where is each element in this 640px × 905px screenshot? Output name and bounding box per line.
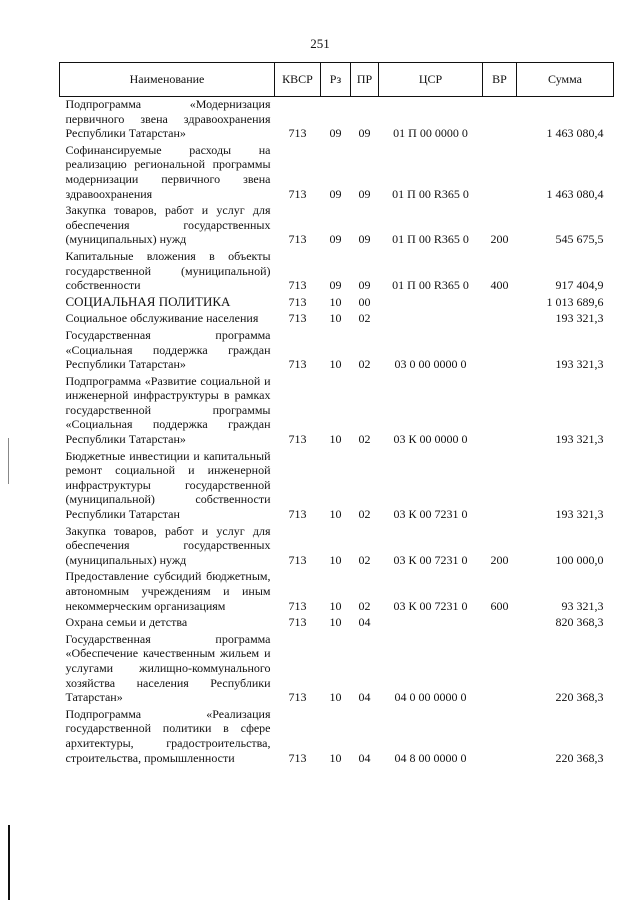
cell-csr xyxy=(379,615,483,632)
cell-kvsr: 713 xyxy=(288,615,307,630)
table-row xyxy=(60,615,614,632)
cell-csr: 01 П 00 R365 0 xyxy=(392,278,469,293)
table-row xyxy=(60,311,614,328)
cell-pr: 09 xyxy=(358,126,371,141)
cell-pr: 09 xyxy=(358,232,371,247)
table-row xyxy=(60,295,614,312)
cell-pr: 00 xyxy=(358,294,371,309)
cell-name: Охрана семьи и детства xyxy=(65,615,188,630)
cell-pr: 09 xyxy=(358,186,371,201)
cell-kvsr: 713 xyxy=(288,690,307,705)
cell-pr: 04 xyxy=(358,690,371,705)
cell-rz: 09 xyxy=(329,186,342,201)
cell-name: Софинансируемые расходы на реализацию региональной программы модернизации первичного звена здравоохранения xyxy=(65,142,271,201)
cell-rz: 10 xyxy=(329,615,342,630)
cell-sum: 193 321,3 xyxy=(555,311,604,326)
cell-vr: 200 xyxy=(490,232,509,247)
cell-name: Государственная программа «Социальная поддержка граждан Республики Татарстан» xyxy=(65,327,271,372)
cell-kvsr: 713 xyxy=(288,294,307,309)
budget-table xyxy=(59,62,614,767)
cell-csr xyxy=(379,295,483,312)
cell-sum: 1 463 080,4 xyxy=(546,186,604,201)
cell-pr: 02 xyxy=(358,507,371,522)
scan-margin-mark xyxy=(8,825,10,900)
cell-name: Закупка товаров, работ и услуг для обеспечения государственных (муниципальных) нужд xyxy=(65,523,271,567)
table-row xyxy=(60,524,614,570)
cell-csr: 03 0 00 0000 0 xyxy=(394,357,467,372)
cell-name: Закупка товаров, работ и услуг для обеспечения государственных (муниципальных) нужд xyxy=(65,203,271,247)
cell-csr: 03 К 00 7231 0 xyxy=(393,598,468,613)
cell-vr: 600 xyxy=(490,598,509,613)
cell-csr: 03 К 00 7231 0 xyxy=(393,507,468,522)
cell-pr: 09 xyxy=(358,278,371,293)
cell-vr xyxy=(483,632,517,707)
cell-sum: 545 675,5 xyxy=(555,232,604,247)
cell-rz: 10 xyxy=(329,311,342,326)
page-number: 251 xyxy=(310,36,330,51)
cell-name: Бюджетные инвестиции и капитальный ремонт социальной и инженерной инфраструктуры государственной (муниципальной) собственности Республики Татарстан xyxy=(65,448,271,522)
table-row xyxy=(60,143,614,203)
cell-rz: 10 xyxy=(329,598,342,613)
cell-sum: 193 321,3 xyxy=(555,357,604,372)
cell-name: Предоставление субсидий бюджетным, автономным учреждениям и иным некоммерческим организациям xyxy=(65,569,271,613)
cell-vr xyxy=(483,143,517,203)
cell-csr xyxy=(379,311,483,328)
cell-kvsr: 713 xyxy=(288,186,307,201)
cell-vr xyxy=(483,311,517,328)
cell-sum: 220 368,3 xyxy=(555,690,604,705)
header-name: Наименование xyxy=(60,63,275,97)
cell-rz: 10 xyxy=(329,507,342,522)
cell-sum: 93 321,3 xyxy=(561,598,604,613)
cell-vr: 400 xyxy=(490,278,509,293)
cell-kvsr: 713 xyxy=(288,598,307,613)
cell-kvsr: 713 xyxy=(288,507,307,522)
cell-kvsr: 713 xyxy=(288,552,307,567)
cell-pr: 02 xyxy=(358,598,371,613)
header-sum: Сумма xyxy=(517,63,614,97)
cell-vr xyxy=(483,295,517,312)
cell-csr: 04 8 00 0000 0 xyxy=(394,750,467,765)
cell-csr: 01 П 00 R365 0 xyxy=(392,232,469,247)
cell-name: Подпрограмма «Развитие социальной и инженерной инфраструктуры в рамках государственной программы «Социальная поддержка граждан Республики Татарстан» xyxy=(65,373,271,447)
cell-pr: 02 xyxy=(358,552,371,567)
cell-vr xyxy=(483,374,517,449)
table-row xyxy=(60,374,614,449)
cell-rz: 10 xyxy=(329,552,342,567)
cell-sum: 100 000,0 xyxy=(555,552,604,567)
cell-name: Социальное обслуживание населения xyxy=(65,311,259,326)
cell-rz: 10 xyxy=(329,294,342,309)
cell-kvsr: 713 xyxy=(288,311,307,326)
cell-kvsr: 713 xyxy=(288,126,307,141)
cell-pr: 04 xyxy=(358,615,371,630)
table-body xyxy=(60,97,614,768)
header-pr: ПР xyxy=(351,63,379,97)
cell-pr: 02 xyxy=(358,432,371,447)
table-row xyxy=(60,203,614,249)
cell-pr: 02 xyxy=(358,311,371,326)
cell-vr xyxy=(483,615,517,632)
cell-name: Государственная программа «Обеспечение качественным жильем и услугами жилищно-коммунального хозяйства населения Республики Татарстан» xyxy=(65,631,271,705)
cell-sum: 820 368,3 xyxy=(555,615,604,630)
cell-kvsr: 713 xyxy=(288,357,307,372)
cell-rz: 09 xyxy=(329,278,342,293)
header-vr: ВР xyxy=(483,63,517,97)
header-kvsr: КВСР xyxy=(275,63,321,97)
header-rz: Рз xyxy=(321,63,351,97)
cell-vr xyxy=(483,707,517,767)
cell-sum: 193 321,3 xyxy=(555,432,604,447)
cell-csr: 03 К 00 0000 0 xyxy=(393,432,468,447)
table-row xyxy=(60,249,614,295)
cell-rz: 10 xyxy=(329,357,342,372)
cell-csr: 01 П 00 0000 0 xyxy=(393,126,468,141)
cell-csr: 03 К 00 7231 0 xyxy=(393,552,468,567)
cell-kvsr: 713 xyxy=(288,432,307,447)
cell-csr: 04 0 00 0000 0 xyxy=(394,690,467,705)
cell-rz: 10 xyxy=(329,690,342,705)
cell-sum: 917 404,9 xyxy=(555,278,604,293)
cell-kvsr: 713 xyxy=(288,232,307,247)
table-row xyxy=(60,569,614,615)
cell-vr: 200 xyxy=(490,552,509,567)
cell-name: Капитальные вложения в объекты государственной (муниципальной) собственности xyxy=(65,248,271,293)
cell-sum: 220 368,3 xyxy=(555,750,604,765)
cell-csr: 01 П 00 R365 0 xyxy=(392,186,469,201)
cell-sum: 1 013 689,6 xyxy=(546,294,604,309)
cell-sum: 193 321,3 xyxy=(555,507,604,522)
table-row xyxy=(60,632,614,707)
cell-vr xyxy=(483,328,517,374)
cell-kvsr: 713 xyxy=(288,278,307,293)
cell-sum: 1 463 080,4 xyxy=(546,126,604,141)
cell-pr: 04 xyxy=(358,750,371,765)
header-csr: ЦСР xyxy=(379,63,483,97)
cell-pr: 02 xyxy=(358,357,371,372)
table-row xyxy=(60,97,614,143)
table-row xyxy=(60,707,614,767)
cell-rz: 10 xyxy=(329,750,342,765)
scan-margin-mark xyxy=(8,438,9,484)
cell-rz: 09 xyxy=(329,126,342,141)
cell-name: Подпрограмма «Модернизация первичного звена здравоохранения Республики Татарстан» xyxy=(65,97,271,141)
table-header xyxy=(60,63,614,97)
cell-kvsr: 713 xyxy=(288,750,307,765)
cell-rz: 10 xyxy=(329,432,342,447)
cell-name: СОЦИАЛЬНАЯ ПОЛИТИКА xyxy=(65,293,231,309)
cell-name: Подпрограмма «Реализация государственной политики в сфере архитектуры, градостроительства, строительства, промышленности xyxy=(65,706,271,765)
cell-rz: 09 xyxy=(329,232,342,247)
cell-vr xyxy=(483,449,517,524)
cell-vr xyxy=(483,97,517,143)
table-row xyxy=(60,328,614,374)
table-row xyxy=(60,449,614,524)
